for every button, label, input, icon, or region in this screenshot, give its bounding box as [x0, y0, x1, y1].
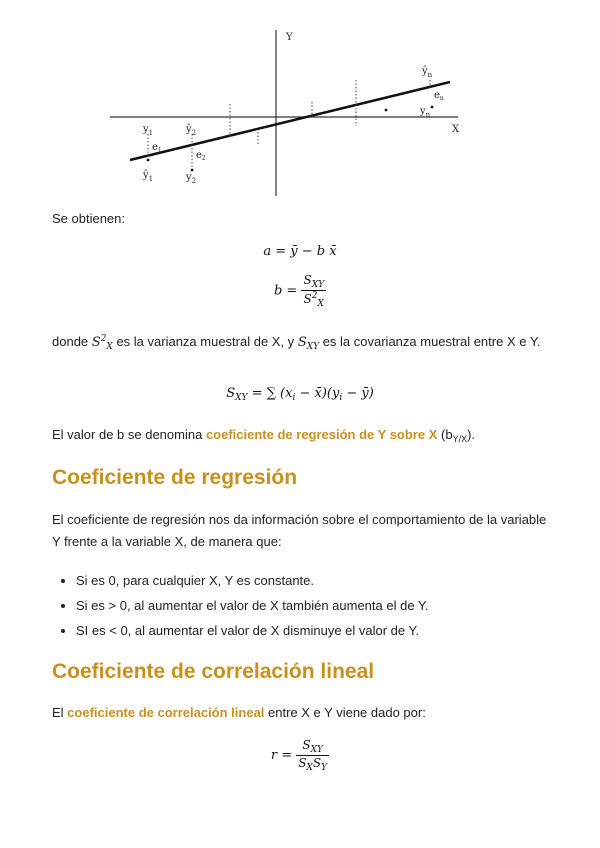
link-coeficiente-correlacion[interactable]: coeficiente de correlación lineal	[67, 705, 265, 720]
equation-b	[0, 273, 600, 309]
label-e1: $e_1$	[152, 142, 162, 154]
x-axis-label: X	[452, 124, 460, 135]
label-y1: $y_1$	[143, 124, 154, 137]
equation-b-denominator: $S^2_X$	[303, 291, 324, 309]
se-obtienen-text: Se obtienen:	[52, 211, 126, 226]
donde-sxy: $S_{XY}$	[297, 335, 320, 352]
regresion-paragraph: El coeficiente de regresión nos da información sobre el comportamiento de la variable Y frente a la variable X, de manera que:	[52, 512, 547, 549]
equation-b-fraction	[301, 273, 326, 309]
label-y2-hat: $ŷ_2$	[186, 124, 197, 137]
point-3	[385, 109, 388, 112]
point-2	[191, 169, 194, 172]
heading-coeficiente-regresion: Coeficiente de regresión	[52, 466, 298, 489]
equation-b-numerator: $S_{XY}$	[303, 273, 325, 290]
list-item: • SI es < 0, al aumentar el valor de X disminuye el valor de Y.	[76, 618, 556, 643]
label-e2: $e_2$	[196, 150, 206, 162]
link-coeficiente-regresion[interactable]: coeficiente de regresión de Y sobre X	[205, 427, 438, 442]
heading-coeficiente-correlacion: Coeficiente de correlación lineal	[52, 660, 375, 683]
label-y2: $y_2$	[186, 172, 197, 185]
regression-diagram	[100, 22, 480, 202]
list-item: • Si es > 0, al aumentar el valor de X también aumenta el de Y.	[76, 593, 556, 618]
list-item: • Si es 0, para cualquier X, Y es constante.	[76, 568, 556, 593]
equation-r-fraction	[296, 738, 329, 773]
y-axis-label: Y	[286, 32, 293, 43]
regresion-bullets	[62, 568, 556, 643]
label-y1-hat: $ŷ_1$	[143, 170, 154, 183]
point-4	[431, 106, 434, 109]
equation-r-numerator: $S_{XY}$	[296, 738, 329, 756]
regression-diagram-svg	[100, 22, 480, 202]
donde-paragraph: donde $S^2_X$ es la varianza muestral de X, y $S_{XY}$ es la covarianza muestral entre X e Y.	[52, 334, 541, 352]
equation-r-denominator: $S_XS_Y$	[298, 756, 328, 773]
equation-b-lhs: b =	[273, 283, 298, 299]
donde-s2x: $S^2_X$	[91, 334, 113, 352]
equation-r-lhs: r =	[270, 748, 293, 763]
point-1	[147, 159, 150, 162]
equation-sxy: $S_{XY}$ = ∑ ($x_i$ − $x̄)(y_i$ − ȳ)	[226, 386, 374, 403]
valor-b-paragraph: El valor de b se denomina coeficiente de regresión de Y sobre X $(b_{Y/X})$.	[52, 427, 476, 444]
label-en: $e_n$	[434, 90, 444, 102]
regression-line	[130, 82, 450, 160]
label-yn-hat: $ŷ_n$	[422, 66, 433, 79]
correlacion-paragraph: El coeficiente de correlación lineal entre X e Y viene dado por:	[52, 705, 426, 720]
label-yn: $y_n$	[420, 106, 431, 119]
equation-r	[0, 738, 600, 773]
equation-a: a = ȳ − b x̄	[263, 244, 337, 259]
